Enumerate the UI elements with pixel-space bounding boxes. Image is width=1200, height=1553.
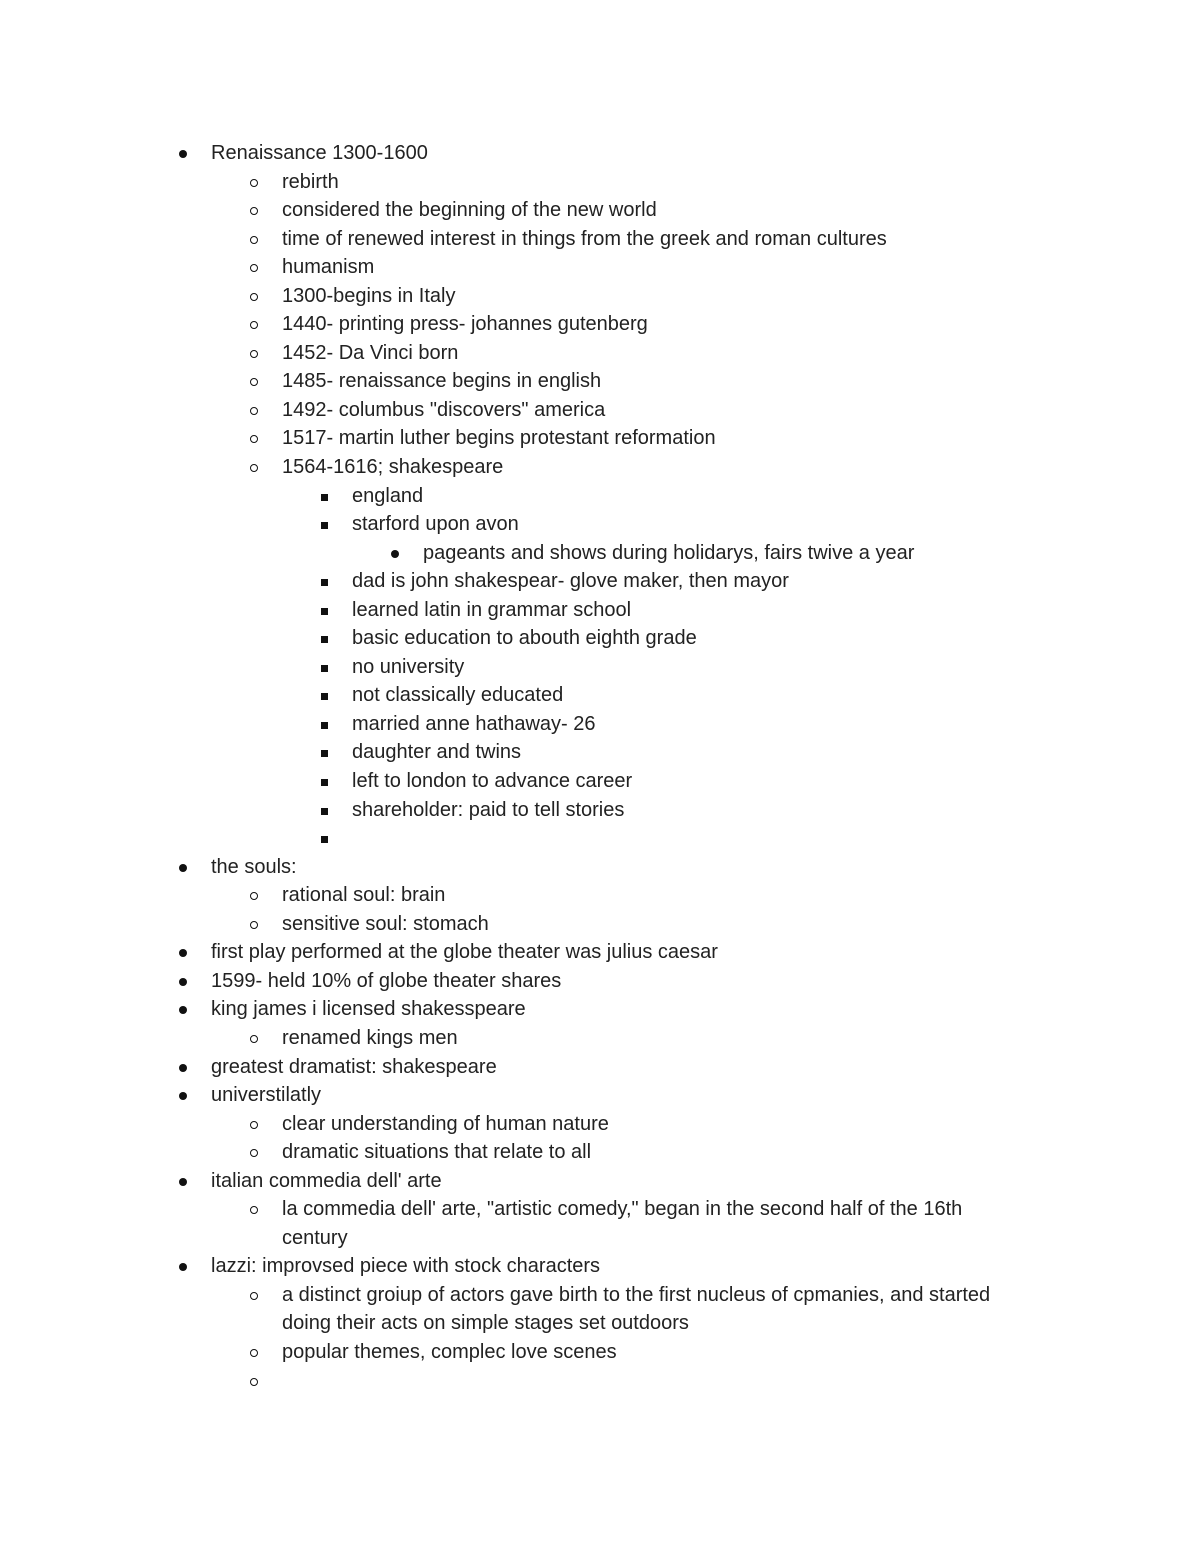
outline-item-text: england [352,484,424,507]
outline-item [0,539,1200,568]
disc-bullet-icon [176,139,190,168]
outline-item-text: 1517- martin luther begins protestant reformation [282,427,716,450]
outline-item [0,1110,1200,1139]
outline-item-text: pageants and shows during holidarys, fairs twive a year [423,541,915,564]
outline-item-text: lazzi: improvsed piece with stock characters [211,1255,601,1278]
outline-item [0,596,1200,625]
outline-item-text: humanism [282,256,375,279]
outline-item [0,453,1200,482]
outline-item [0,424,1200,453]
circle-bullet-icon [247,310,261,339]
outline-item [0,567,1200,596]
circle-bullet-icon [247,453,261,482]
outline-item [0,196,1200,225]
outline-item-text: not classically educated [352,684,564,707]
outline-item [0,681,1200,710]
circle-bullet-icon [247,168,261,197]
disc-bullet-icon [176,967,190,996]
notes-document [0,139,1200,1395]
outline-item-text: Renaissance 1300-1600 [211,142,428,164]
outline-item [0,282,1200,311]
square-bullet-icon [317,653,331,682]
outline-item-text: rebirth [282,170,339,193]
outline-item [0,995,1200,1024]
outline-item [0,710,1200,739]
square-bullet-icon [317,567,331,596]
square-bullet-icon [317,710,331,739]
outline-item [0,510,1200,539]
outline-item-text: 1300-begins in Italy [282,284,456,307]
disc-bullet-icon [176,1167,190,1196]
square-bullet-icon [317,510,331,539]
outline-item [0,225,1200,254]
circle-bullet-icon [247,1281,261,1310]
disc-bullet-icon [176,1053,190,1082]
outline-item [0,1053,1200,1082]
outline-item [0,1024,1200,1053]
outline-item-text: basic education to abouth eighth grade [352,627,697,650]
circle-bullet-icon [247,1024,261,1053]
circle-bullet-icon [247,1138,261,1167]
circle-bullet-icon [247,1110,261,1139]
square-bullet-icon [317,767,331,796]
outline-item-text: no university [352,655,465,678]
circle-bullet-icon [247,253,261,282]
outline-item [0,824,1200,853]
outline-item-text: daughter and twins [352,741,522,764]
outline-item [0,1195,1200,1224]
outline-item [0,967,1200,996]
square-bullet-icon [317,482,331,511]
circle-bullet-icon [247,196,261,225]
outline-item [0,367,1200,396]
outline-item [0,396,1200,425]
outline-item-text: learned latin in grammar school [352,598,632,621]
outline-item [0,1281,1200,1310]
outline-item-text: 1440- printing press- johannes gutenberg [282,313,648,336]
outline-item-text: 1452- Da Vinci born [282,341,459,364]
square-bullet-icon [317,824,331,853]
outline-item-text: 1599- held 10% of globe theater shares [211,969,562,992]
outline-item-text: doing their acts on simple stages set outdoors [282,1312,689,1335]
outline-item-text: a distinct groiup of actors gave birth to the first nucleus of cpmanies, and started [282,1283,991,1306]
outline-item-text: shareholder: paid to tell stories [352,798,625,821]
outline-item [0,1138,1200,1167]
outline-item-text: century [282,1226,348,1249]
disc-bullet-icon [176,938,190,967]
outline-item-text: universtilatly [211,1084,322,1107]
outline-item-text: la commedia dell' arte, "artistic comedy," began in the second half of the 16th [282,1198,963,1221]
square-bullet-icon [317,681,331,710]
outline-item-text: dramatic situations that relate to all [282,1141,592,1164]
outline-item [0,1081,1200,1110]
outline-item-text: renamed kings men [282,1026,458,1049]
outline-item-text: time of renewed interest in things from the greek and roman cultures [282,227,887,250]
outline-item [0,910,1200,939]
outline-item [0,168,1200,197]
outline-item [0,853,1200,882]
square-bullet-icon [317,596,331,625]
square-bullet-icon [317,624,331,653]
square-bullet-icon [317,796,331,825]
disc-bullet-icon [176,1252,190,1281]
circle-bullet-icon [247,396,261,425]
outline-item [0,1252,1200,1281]
circle-bullet-icon [247,881,261,910]
outline-item [0,1167,1200,1196]
outline-item [0,253,1200,282]
outline-item-text: king james i licensed shakesspeare [211,998,526,1021]
outline-item [0,767,1200,796]
outline-item [0,624,1200,653]
circle-bullet-icon [247,910,261,939]
circle-bullet-icon [247,1367,261,1396]
circle-bullet-icon [247,424,261,453]
circle-bullet-icon [247,339,261,368]
circle-bullet-icon [247,282,261,311]
square-bullet-icon [317,738,331,767]
disc-bullet-icon [176,1081,190,1110]
outline-item [0,139,1200,168]
outline-item [0,1224,1200,1253]
outline-item [0,796,1200,825]
outline-item-text: 1564-1616; shakespeare [282,456,504,479]
outline-item-text: dad is john shakespear- glove maker, then mayor [352,570,789,593]
outline-item-text: 1492- columbus "discovers" america [282,398,606,421]
outline-item [0,1338,1200,1367]
outline-item-text: starford upon avon [352,513,519,536]
outline-item-text: popular themes, complec love scenes [282,1340,617,1363]
disc-bullet-icon [388,539,402,568]
outline-item-text: italian commedia dell' arte [211,1169,442,1192]
outline-item [0,1309,1200,1338]
outline-item [0,881,1200,910]
outline-item-text: married anne hathaway- 26 [352,712,596,735]
outline-item-text: considered the beginning of the new world [282,199,657,222]
disc-bullet-icon [176,853,190,882]
outline-item [0,339,1200,368]
circle-bullet-icon [247,367,261,396]
outline-item [0,310,1200,339]
circle-bullet-icon [247,1195,261,1224]
outline-item-text: the souls: [211,855,297,878]
outline-item [0,653,1200,682]
outline-item [0,1367,1200,1396]
outline-item-text: sensitive soul: stomach [282,912,489,935]
disc-bullet-icon [176,995,190,1024]
outline-item-text: rational soul: brain [282,884,446,907]
outline-item [0,738,1200,767]
outline-item-text: clear understanding of human nature [282,1112,609,1135]
circle-bullet-icon [247,225,261,254]
outline-item-text: first play performed at the globe theater was julius caesar [211,941,718,964]
outline-item-text: 1485- renaissance begins in english [282,370,602,393]
outline-item [0,482,1200,511]
outline-item-text: left to london to advance career [352,770,633,793]
outline-item [0,938,1200,967]
circle-bullet-icon [247,1338,261,1367]
outline-item-text: greatest dramatist: shakespeare [211,1055,497,1078]
